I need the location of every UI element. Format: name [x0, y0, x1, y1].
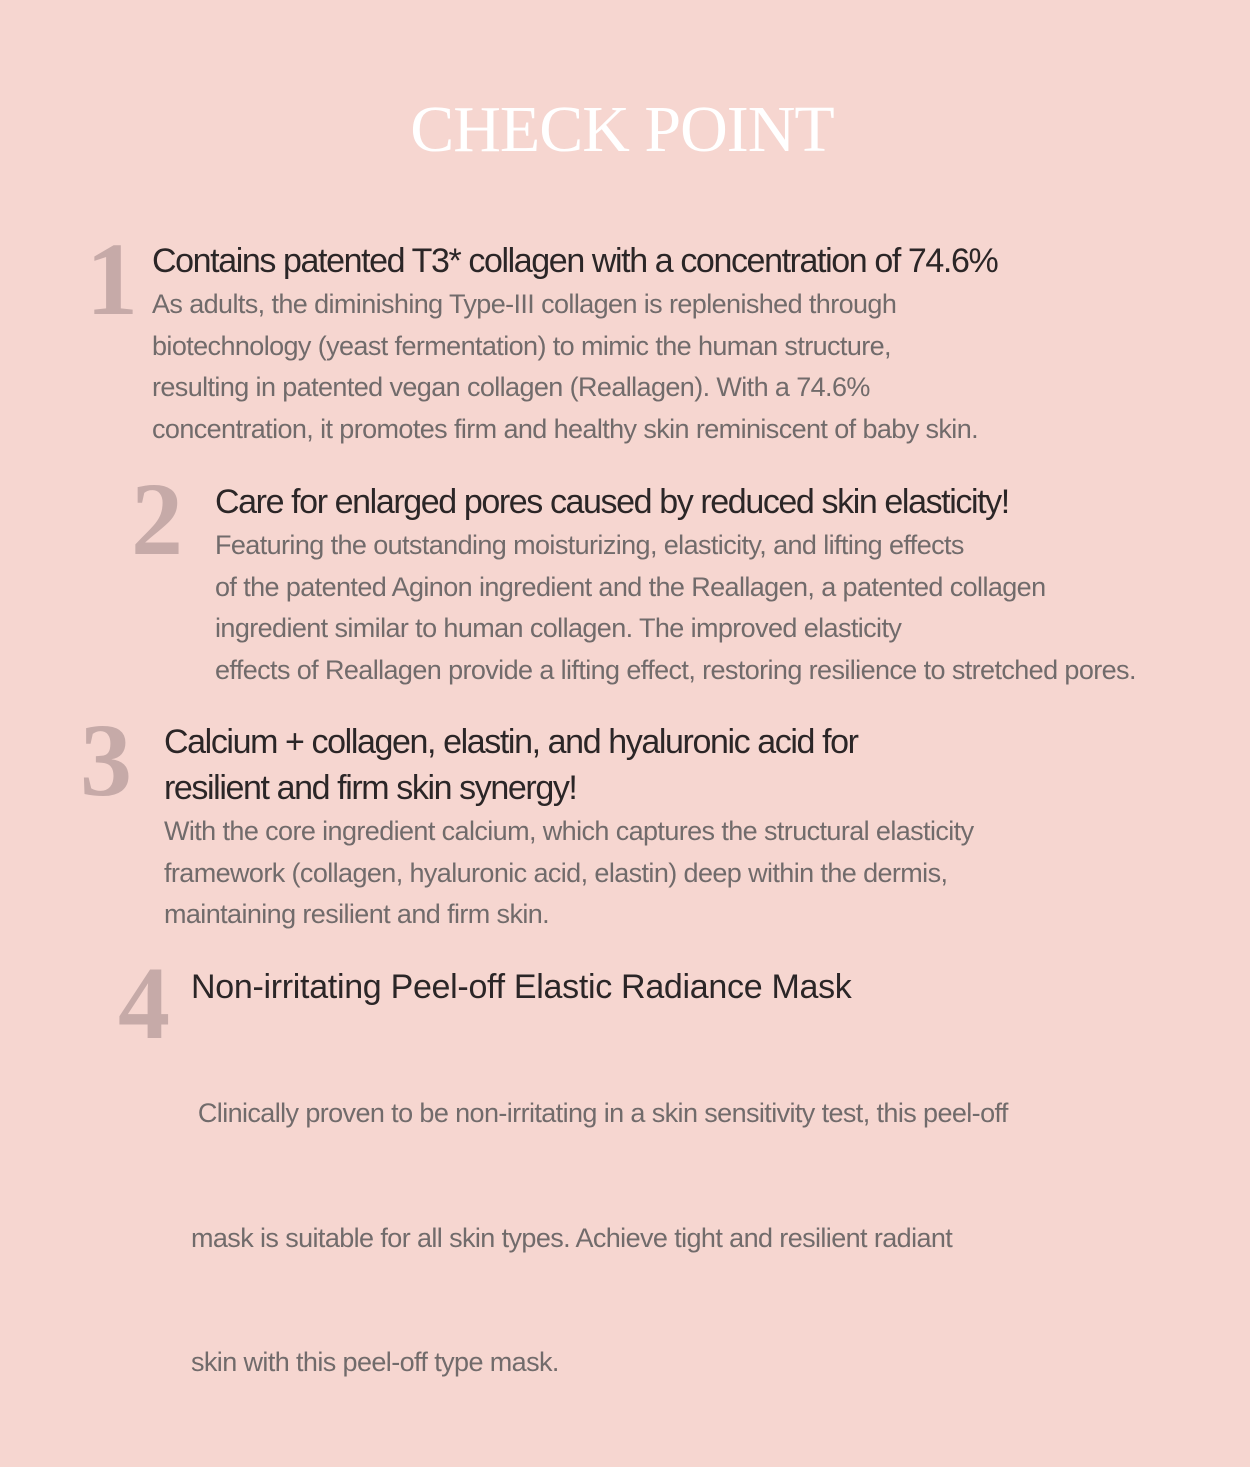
point-number-2: 2	[131, 462, 183, 577]
check-point-2	[215, 479, 1136, 691]
point-heading: Contains patented T3* collagen with a concentration of 74.6%	[152, 242, 998, 280]
point-description: As adults, the diminishing Type-III collagen is replenished through biotechnology (yeast fermentation) to mimic the human structure, resulting in patented vegan collagen (Reallagen). With a 74.6% concentration, it promotes firm and healthy skin reminiscent of baby skin.	[152, 289, 979, 444]
page-title: CHECK POINT	[410, 93, 834, 166]
check-point-3	[164, 719, 973, 936]
point-description: Featuring the outstanding moisturizing, elasticity, and lifting effects of the patented Aginon ingredient and the Reallagen, a patented collagen ingredient similar to human collagen. The improved elasticity effects of Reallagen provide a lifting effect, restoring resilience to stretched pores.	[215, 530, 1136, 685]
point-description: Clinically proven to be non-irritating in a skin sensitivity test, this peel-off mask is suitable for all skin types. Achieve tight and resilient radiant skin with this peel-off type mask.	[191, 1098, 1008, 1377]
point-heading: Non-irritating Peel-off Elastic Radiance Mask	[191, 968, 852, 1006]
point-heading: Calcium + collagen, elastin, and hyaluronic acid for resilient and firm skin synergy!	[164, 723, 858, 807]
check-point-1	[152, 238, 997, 450]
point-description: With the core ingredient calcium, which captures the structural elasticity framework (collagen, hyaluronic acid, elastin) deep within the dermis, maintaining resilient and firm skin.	[164, 816, 974, 929]
point-number-4: 4	[118, 946, 170, 1061]
point-number-3: 3	[80, 703, 132, 818]
point-number-1: 1	[86, 222, 138, 337]
check-point-4	[191, 964, 1008, 1467]
point-heading: Care for enlarged pores caused by reduced skin elasticity!	[215, 483, 1009, 521]
